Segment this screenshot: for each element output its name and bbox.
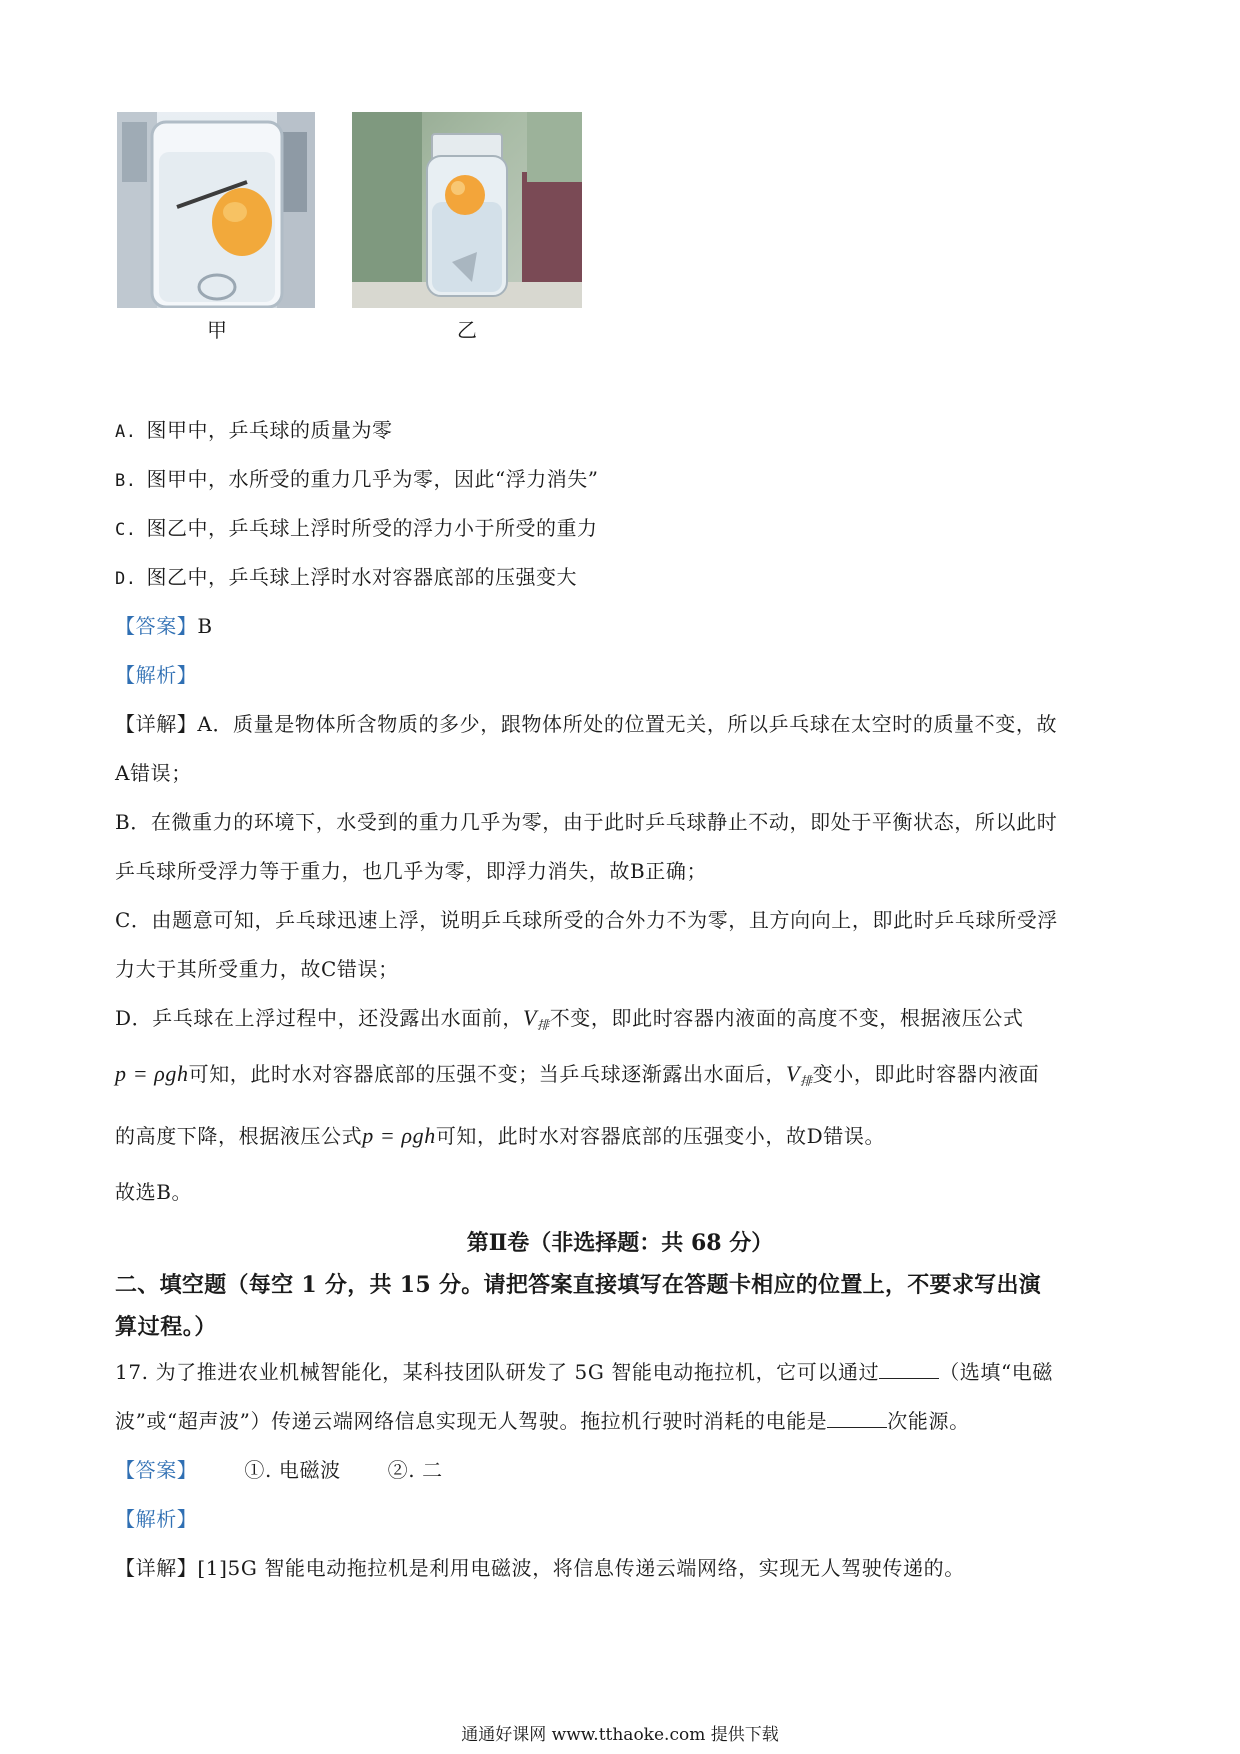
option-a-text: 图甲中，乒乓球的质量为零 [146, 418, 393, 442]
q16-d-text-3a: 的高度下降，根据液压公式 [115, 1124, 363, 1148]
q16-detail-line-1 [115, 708, 1057, 737]
yi-scene-illustration [352, 112, 582, 308]
q16-analysis-tag: 【解析】 [115, 663, 198, 687]
option-d-key: D. [115, 569, 137, 589]
q17-answer-2: ②. 二 [387, 1458, 443, 1482]
part-title-line-2: 算过程。） [115, 1314, 218, 1340]
q16-answer-tag: 【答案】 [115, 614, 198, 638]
jia-scene-illustration [117, 112, 315, 308]
option-a-key: A. [115, 422, 137, 442]
q17-answer-tag: 【答案】 [115, 1458, 198, 1482]
pressure-formula-2: p = ρgh [362, 1123, 436, 1148]
option-c [115, 512, 597, 541]
q16-d-text-2b: 变小，即此时容器内液面 [812, 1062, 1040, 1086]
part-title-line-1: 二、填空题（每空 1 分，共 15 分。请把答案直接填写在答题卡相应的位置上，不要求写出演 [115, 1272, 1042, 1298]
v-pai-symbol-2 [786, 1061, 813, 1086]
option-d-text: 图乙中，乒乓球上浮时水对容器底部的压强变大 [146, 565, 577, 589]
v-subscript-2: 排 [800, 1074, 813, 1088]
option-a [115, 414, 392, 443]
pressure-formula-1: p = ρgh [115, 1061, 189, 1086]
q17-analysis-tag: 【解析】 [115, 1507, 198, 1531]
q17-stem-2b: 次能源。 [887, 1409, 970, 1433]
q17-stem-2a: 波”或“超声波”）传递云端网络信息实现无人驾驶。拖拉机行驶时消耗的电能是 [115, 1409, 828, 1433]
q17-blank-1 [879, 1360, 939, 1379]
q17-detail-tag: 【详解】 [115, 1556, 198, 1580]
q16-detail-d-line-1 [115, 1002, 1024, 1033]
option-c-text: 图乙中，乒乓球上浮时所受的浮力小于所受的重力 [146, 516, 598, 540]
q16-detail-tag: 【详解】 [115, 712, 198, 736]
q17-answer [115, 1454, 443, 1483]
q17-stem-line-1 [115, 1356, 1053, 1385]
q16-detail-line-5: C．由题意可知，乒乓球迅速上浮，说明乒乓球所受的合外力不为零，且方向向上，即此时乒乓球所受浮 [115, 908, 1058, 932]
q16-detail-d-line-3 [115, 1120, 885, 1149]
q17-blank-2 [827, 1409, 887, 1428]
q17-answer-1: ①. 电磁波 [244, 1458, 341, 1482]
option-b [115, 463, 598, 492]
v-symbol-2: V [786, 1061, 801, 1086]
q16-d-text-2a: 可知，此时水对容器底部的压强不变；当乒乓球逐渐露出水面后， [188, 1062, 787, 1086]
figure-jia-caption: 甲 [207, 318, 227, 342]
q16-detail-line-2: A错误； [115, 761, 192, 785]
q17-stem-line-2 [115, 1405, 970, 1434]
option-d [115, 561, 577, 590]
q16-conclusion: 故选B。 [115, 1180, 193, 1204]
q16-detail-line-3: B．在微重力的环境下，水受到的重力几乎为零，由于此时乒乓球静止不动，即处于平衡状态，所以此时 [115, 810, 1058, 834]
q16-detail-d-line-2 [115, 1058, 1039, 1089]
volume-title: 第Ⅱ卷（非选择题：共 68 分） [466, 1230, 774, 1256]
v-pai-symbol [523, 1005, 550, 1030]
q16-answer [115, 610, 213, 639]
q16-d-text-1a: D．乒乓球在上浮过程中，还没露出水面前， [115, 1006, 524, 1030]
q16-detail-text-1: A．质量是物体所含物质的多少，跟物体所处的位置无关，所以乒乓球在太空时的质量不变，故 [197, 712, 1058, 736]
q16-d-text-3b: 可知，此时水对容器底部的压强变小，故D错误。 [435, 1124, 886, 1148]
v-subscript: 排 [537, 1018, 550, 1032]
q16-detail-line-4: 乒乓球所受浮力等于重力，也几乎为零，即浮力消失，故B正确； [115, 859, 708, 883]
q16-answer-value: B [197, 614, 213, 638]
option-b-key: B. [115, 471, 137, 491]
page-footer: 通通好课网 www.tthaoke.com 提供下载 [461, 1725, 779, 1745]
q16-detail-line-6: 力大于其所受重力，故C错误； [115, 957, 399, 981]
figure-yi-photo [352, 112, 582, 308]
figure-jia-photo [117, 112, 315, 308]
figure-yi-caption: 乙 [457, 318, 477, 342]
q17-detail [115, 1552, 965, 1581]
option-b-text: 图甲中，水所受的重力几乎为零，因此“浮力消失” [146, 467, 599, 491]
v-symbol: V [523, 1005, 538, 1030]
q17-stem-1b: （选填“电磁 [939, 1360, 1054, 1384]
q17-detail-text: [1]5G 智能电动拖拉机是利用电磁波，将信息传递云端网络，实现无人驾驶传递的。 [197, 1556, 965, 1580]
q16-d-text-1b: 不变，即此时容器内液面的高度不变，根据液压公式 [549, 1006, 1024, 1030]
option-c-key: C. [115, 520, 137, 540]
q17-stem-1a: 17. 为了推进农业机械智能化，某科技团队研发了 5G 智能电动拖拉机，它可以通过 [115, 1360, 880, 1384]
